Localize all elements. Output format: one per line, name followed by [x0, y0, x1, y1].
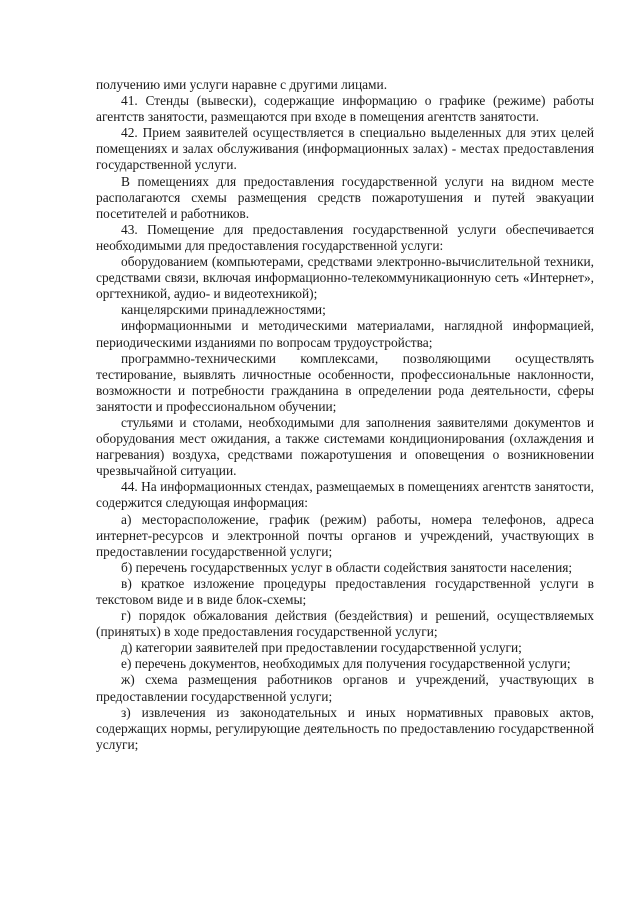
paragraph: а) месторасположение, график (режим) работы, номера телефонов, адреса интернет-ресурсов и электронной почты органов и учреждений, участвующих в предоставлении государственной услуги; [96, 511, 594, 559]
paragraph: 43. Помещение для предоставления государственной услуги обеспечивается необходимыми для предоставления государственной услуги: [96, 221, 594, 253]
paragraph: канцелярскими принадлежностями; [121, 302, 326, 318]
paragraph: 41. Стенды (вывески), содержащие информацию о графике (режиме) работы агентств занятости, размещаются при входе в помещения агентств занятости. [96, 93, 594, 125]
paragraph: г) порядок обжалования действия (бездействия) и решений, осуществляемых (принятых) в ходе предоставления государственной услуги; [96, 608, 594, 640]
document-body [96, 77, 594, 753]
paragraph: получению ими услуги наравне с другими лицами. [96, 77, 388, 92]
paragraph: з) извлечения из законодательных и иных нормативных правовых актов, содержащих нормы, регулирующие деятельность по предоставлению государственной услуги; [96, 704, 594, 752]
paragraph: д) категории заявителей при предоставлении государственной услуги; [121, 640, 522, 656]
paragraph: б) перечень государственных услуг в области содействия занятости населения; [121, 559, 573, 575]
paragraph: стульями и столами, необходимыми для заполнения заявителями документов и оборудования мест ожидания, а также системами кондиционирования (охлаждения и нагревания) воздуха, средствами пожаротушения и оповещения о возникновении чрезвычайной ситуации. [96, 414, 594, 479]
paragraph: информационными и методическими материалами, наглядной информацией, периодическими изданиями по вопросам трудоустройства; [96, 318, 594, 350]
paragraph: В помещениях для предоставления государственной услуги на видном месте располагаются схемы размещения средств пожаротушения и путей эвакуации посетителей и работников. [96, 173, 594, 221]
paragraph: оборудованием (компьютерами, средствами электронно-вычислительной техники, средствами связи, включая информационно-телекоммуникационную сеть «Интернет», оргтехникой, аудио- и видеотехникой); [96, 254, 594, 302]
paragraph: программно-техническими комплексами, позволяющими осуществлять тестирование, выявлять личностные особенности, профессиональные наклонности, возможности и потребности гражданина в определении рода деятельности, сферы занятости и профессиональном обучении; [96, 350, 594, 414]
paragraph: в) краткое изложение процедуры предоставления государственной услуги в текстовом виде и в виде блок-схемы; [96, 575, 594, 607]
paragraph: 42. Прием заявителей осуществляется в специально выделенных для этих целей помещениях и залах обслуживания (информационных залах) - местах предоставления государственной услуги. [96, 125, 594, 173]
paragraph: 44. На информационных стендах, размещаемых в помещениях агентств занятости, содержится следующая информация: [96, 479, 594, 511]
paragraph: ж) схема размещения работников органов и учреждений, участвующих в предоставлении государственной услуги; [96, 672, 594, 704]
paragraph: е) перечень документов, необходимых для получения государственной услуги; [121, 656, 571, 672]
